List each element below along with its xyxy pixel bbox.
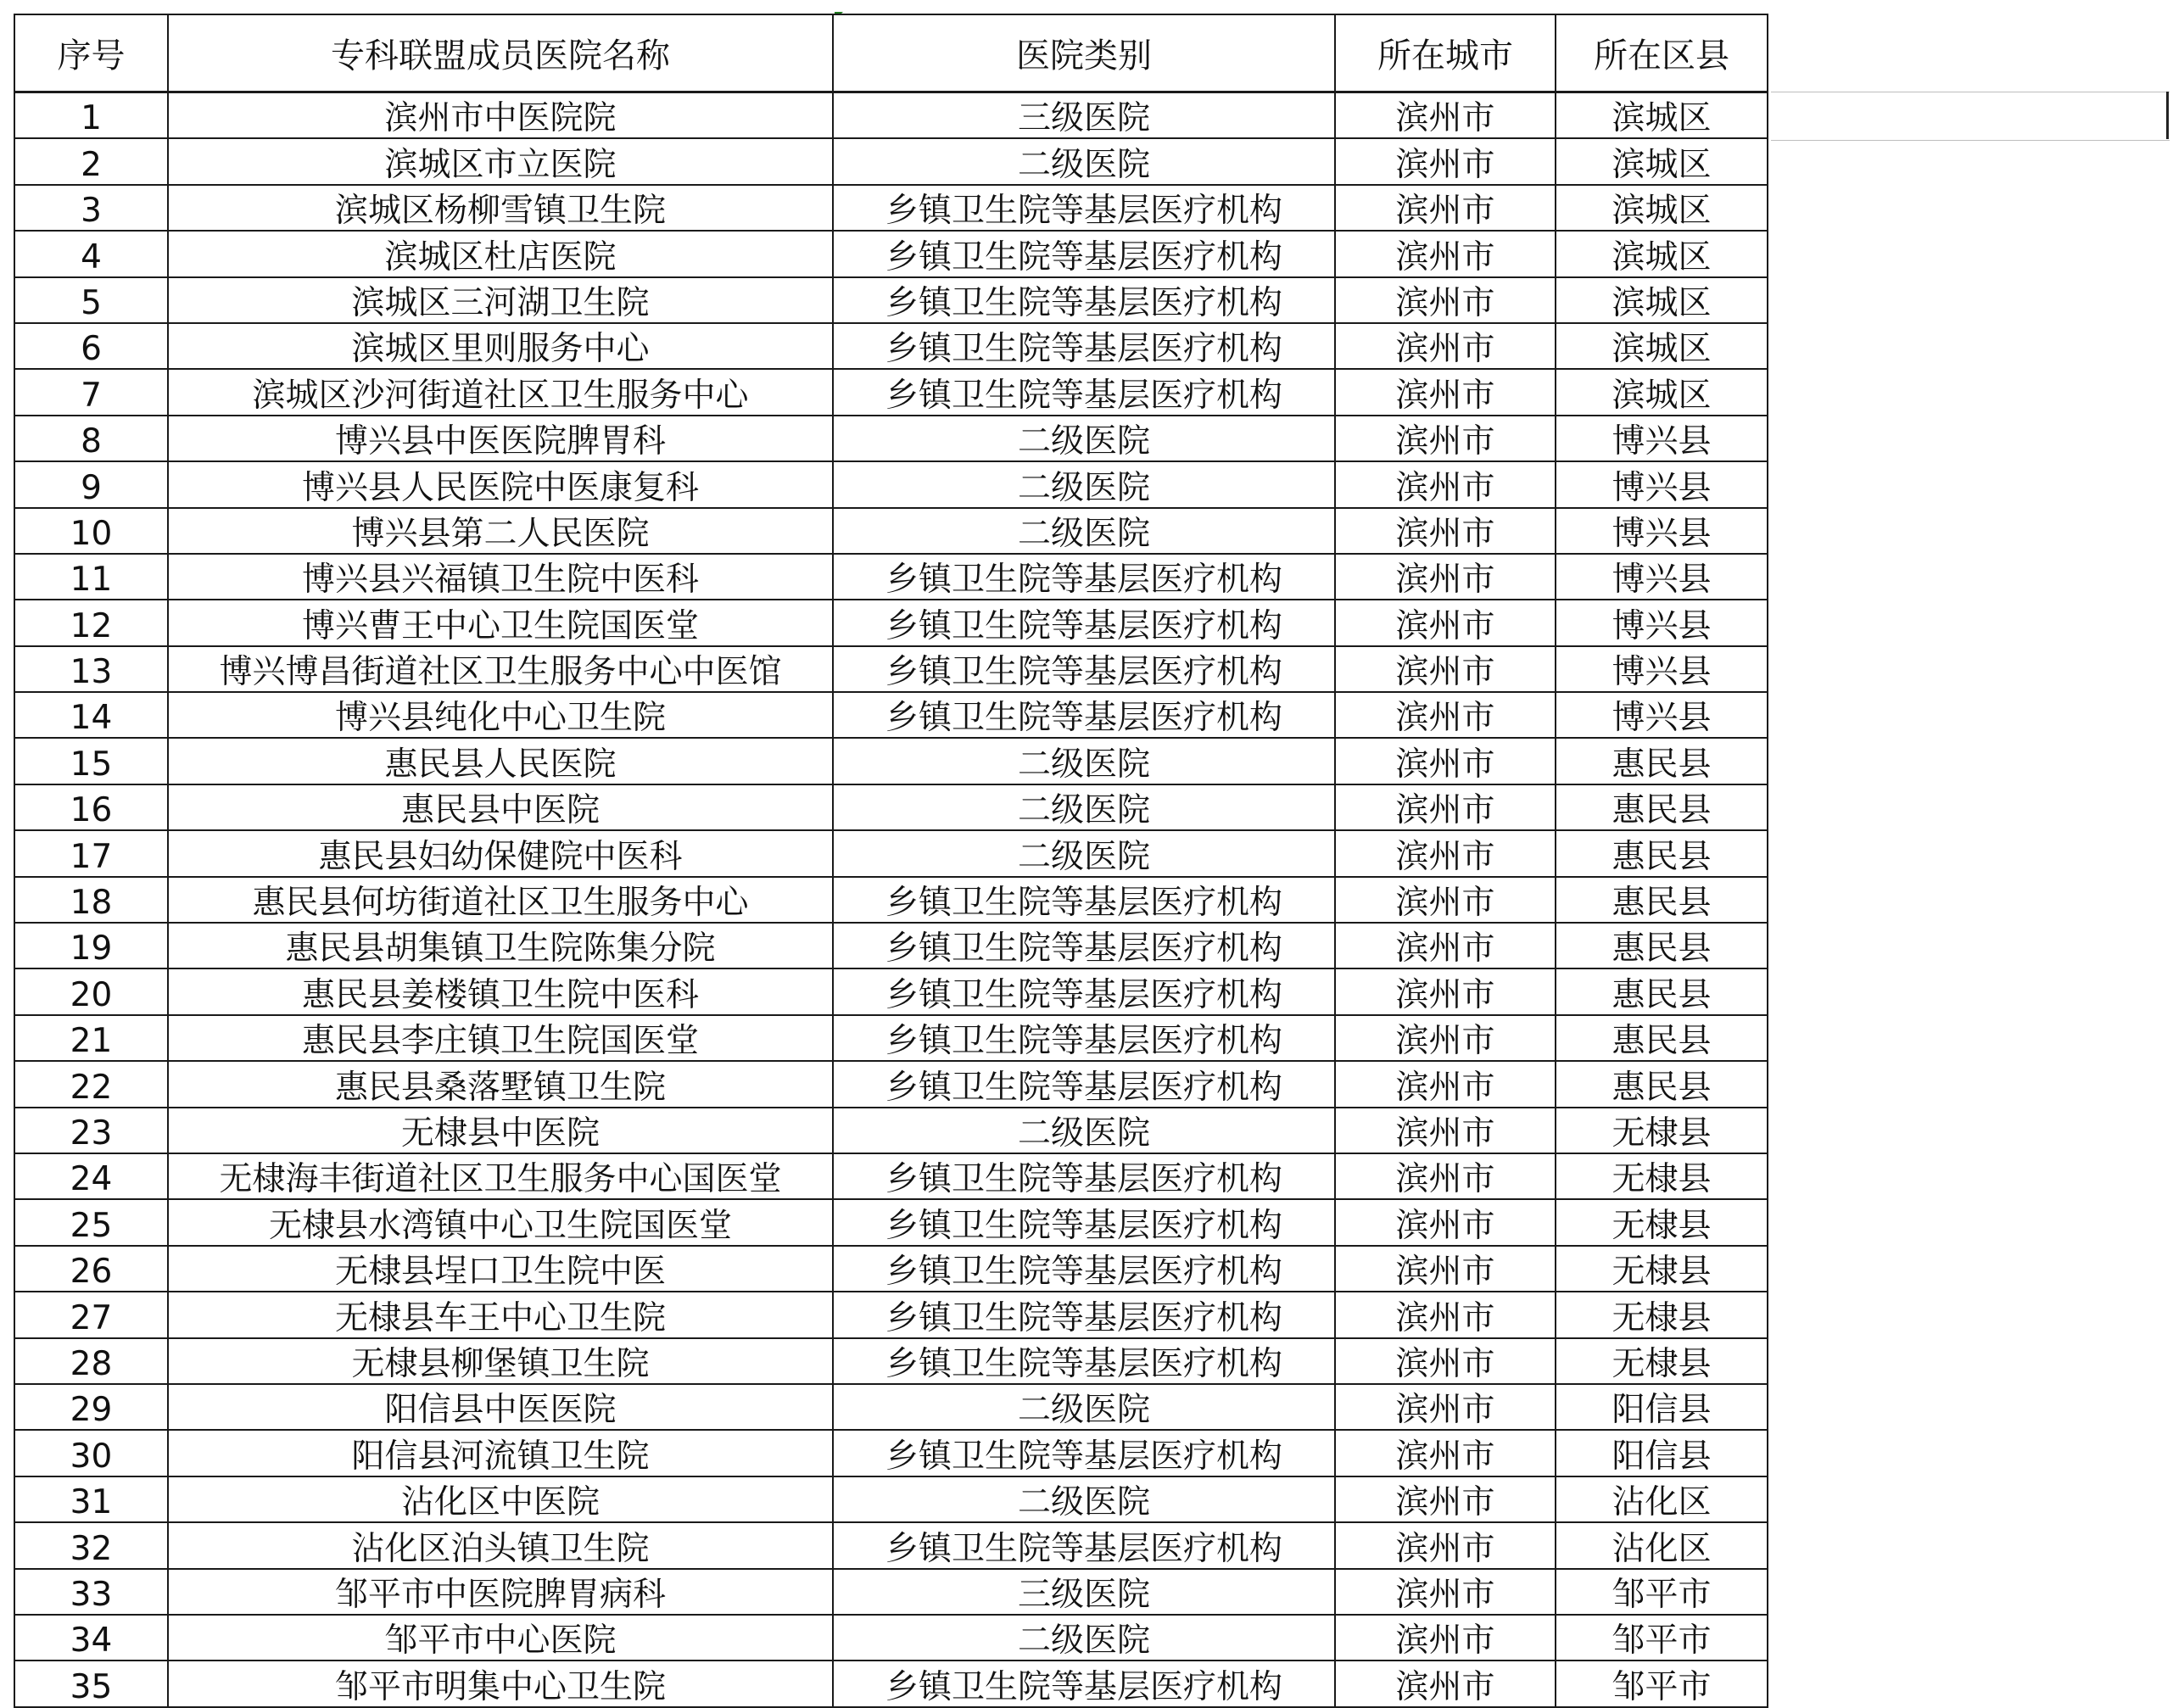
cell-county[interactable]: 沾化区 <box>1556 1522 1768 1568</box>
header-hospital-category[interactable]: 医院类别 <box>833 14 1335 92</box>
cell-hospital-name[interactable]: 阳信县河流镇卫生院 <box>168 1430 833 1476</box>
cell-county[interactable]: 滨城区 <box>1556 231 1768 276</box>
cell-seq[interactable]: 3 <box>14 185 168 231</box>
cell-city[interactable]: 滨州市 <box>1335 1569 1556 1615</box>
cell-county[interactable]: 惠民县 <box>1556 968 1768 1014</box>
cell-county[interactable]: 滨城区 <box>1556 369 1768 415</box>
cell-seq[interactable]: 20 <box>14 968 168 1014</box>
cell-city[interactable]: 滨州市 <box>1335 461 1556 507</box>
cell-hospital-name[interactable]: 无棣县柳堡镇卫生院 <box>168 1338 833 1384</box>
cell-hospital-name[interactable]: 惠民县胡集镇卫生院陈集分院 <box>168 923 833 968</box>
cell-seq[interactable]: 17 <box>14 830 168 876</box>
cell-city[interactable]: 滨州市 <box>1335 968 1556 1014</box>
table-row <box>14 923 1768 968</box>
table-row <box>14 1569 1768 1615</box>
cell-hospital-category[interactable]: 二级医院 <box>833 416 1335 461</box>
cell-seq[interactable]: 7 <box>14 369 168 415</box>
table-row <box>14 369 1768 415</box>
cell-county[interactable]: 博兴县 <box>1556 600 1768 645</box>
cell-hospital-category[interactable]: 乡镇卫生院等基层医疗机构 <box>833 185 1335 231</box>
cell-city[interactable]: 滨州市 <box>1335 277 1556 323</box>
cell-hospital-name[interactable]: 博兴县人民医院中医康复科 <box>168 461 833 507</box>
cell-hospital-name[interactable]: 惠民县何坊街道社区卫生服务中心 <box>168 877 833 923</box>
cell-hospital-name[interactable]: 博兴博昌街道社区卫生服务中心中医馆 <box>168 646 833 692</box>
table-row <box>14 92 1768 139</box>
table-row <box>14 323 1768 369</box>
cell-hospital-name[interactable]: 滨城区市立医院 <box>168 138 833 184</box>
cell-county[interactable]: 惠民县 <box>1556 877 1768 923</box>
cell-hospital-category[interactable]: 乡镇卫生院等基层医疗机构 <box>833 277 1335 323</box>
cell-seq[interactable]: 13 <box>14 646 168 692</box>
table-row <box>14 1476 1768 1522</box>
cell-county[interactable]: 无棣县 <box>1556 1246 1768 1292</box>
cell-hospital-name[interactable]: 博兴曹王中心卫生院国医堂 <box>168 600 833 645</box>
cell-city[interactable]: 滨州市 <box>1335 830 1556 876</box>
cell-seq[interactable]: 2 <box>14 138 168 184</box>
cell-city[interactable]: 滨州市 <box>1335 646 1556 692</box>
cell-seq[interactable]: 25 <box>14 1199 168 1245</box>
cell-city[interactable]: 滨州市 <box>1335 1661 1556 1706</box>
cell-hospital-category[interactable]: 乡镇卫生院等基层医疗机构 <box>833 1338 1335 1384</box>
cell-county[interactable]: 邹平市 <box>1556 1661 1768 1706</box>
cell-seq[interactable]: 12 <box>14 600 168 645</box>
cell-city[interactable]: 滨州市 <box>1335 369 1556 415</box>
header-city[interactable]: 所在城市 <box>1335 14 1556 92</box>
table-row <box>14 185 1768 231</box>
cell-hospital-category[interactable]: 二级医院 <box>833 738 1335 784</box>
cell-seq[interactable]: 4 <box>14 231 168 276</box>
cell-hospital-category[interactable]: 二级医院 <box>833 1108 1335 1153</box>
cell-seq[interactable]: 19 <box>14 923 168 968</box>
table-row <box>14 277 1768 323</box>
cell-hospital-category[interactable]: 乡镇卫生院等基层医疗机构 <box>833 1199 1335 1245</box>
cell-seq[interactable]: 29 <box>14 1384 168 1430</box>
cell-seq[interactable]: 18 <box>14 877 168 923</box>
table-row <box>14 461 1768 507</box>
cell-seq[interactable]: 14 <box>14 692 168 738</box>
cell-hospital-name[interactable]: 滨城区里则服务中心 <box>168 323 833 369</box>
cell-city[interactable]: 滨州市 <box>1335 1199 1556 1245</box>
cell-hospital-category[interactable]: 二级医院 <box>833 461 1335 507</box>
cell-county[interactable]: 阳信县 <box>1556 1430 1768 1476</box>
cell-city[interactable]: 滨州市 <box>1335 1430 1556 1476</box>
cell-hospital-name[interactable]: 无棣县埕口卫生院中医 <box>168 1246 833 1292</box>
cell-seq[interactable]: 9 <box>14 461 168 507</box>
table-row <box>14 1246 1768 1292</box>
spreadsheet <box>14 14 1768 1708</box>
cell-city[interactable]: 滨州市 <box>1335 554 1556 600</box>
cell-county[interactable]: 沾化区 <box>1556 1476 1768 1522</box>
cell-hospital-name[interactable]: 无棣县水湾镇中心卫生院国医堂 <box>168 1199 833 1245</box>
table-row <box>14 231 1768 276</box>
cell-hospital-category[interactable]: 二级医院 <box>833 1384 1335 1430</box>
header-county[interactable]: 所在区县 <box>1556 14 1768 92</box>
cell-city[interactable]: 滨州市 <box>1335 738 1556 784</box>
cell-city[interactable]: 滨州市 <box>1335 784 1556 830</box>
cell-hospital-category[interactable]: 乡镇卫生院等基层医疗机构 <box>833 1153 1335 1199</box>
table-row <box>14 830 1768 876</box>
cell-city[interactable]: 滨州市 <box>1335 323 1556 369</box>
cell-hospital-name[interactable]: 邹平市中医院脾胃病科 <box>168 1569 833 1615</box>
table-row <box>14 1430 1768 1476</box>
cell-hospital-category[interactable]: 三级医院 <box>833 1569 1335 1615</box>
cell-county[interactable]: 博兴县 <box>1556 554 1768 600</box>
cell-county[interactable]: 邹平市 <box>1556 1569 1768 1615</box>
cell-city[interactable]: 滨州市 <box>1335 1615 1556 1661</box>
cell-county[interactable]: 无棣县 <box>1556 1199 1768 1245</box>
cell-seq[interactable]: 30 <box>14 1430 168 1476</box>
cell-city[interactable]: 滨州市 <box>1335 692 1556 738</box>
cell-hospital-category[interactable]: 乡镇卫生院等基层医疗机构 <box>833 923 1335 968</box>
cell-hospital-category[interactable]: 二级医院 <box>833 1615 1335 1661</box>
cell-city[interactable]: 滨州市 <box>1335 1476 1556 1522</box>
cell-city[interactable]: 滨州市 <box>1335 1384 1556 1430</box>
cell-hospital-name[interactable]: 惠民县妇幼保健院中医科 <box>168 830 833 876</box>
cell-hospital-category[interactable]: 乡镇卫生院等基层医疗机构 <box>833 369 1335 415</box>
cell-county[interactable]: 滨城区 <box>1556 323 1768 369</box>
table-row <box>14 784 1768 830</box>
table-body <box>14 92 1768 1707</box>
table-row <box>14 646 1768 692</box>
cell-city[interactable]: 滨州市 <box>1335 1015 1556 1061</box>
cell-hospital-category[interactable]: 乡镇卫生院等基层医疗机构 <box>833 554 1335 600</box>
cell-county[interactable]: 博兴县 <box>1556 646 1768 692</box>
table-row <box>14 1292 1768 1337</box>
cell-hospital-category[interactable]: 乡镇卫生院等基层医疗机构 <box>833 323 1335 369</box>
cell-city[interactable]: 滨州市 <box>1335 1108 1556 1153</box>
cell-hospital-name[interactable]: 沾化区中医院 <box>168 1476 833 1522</box>
cell-hospital-category[interactable]: 乡镇卫生院等基层医疗机构 <box>833 1292 1335 1337</box>
cell-hospital-category[interactable]: 二级医院 <box>833 508 1335 554</box>
cell-county[interactable]: 无棣县 <box>1556 1338 1768 1384</box>
cell-hospital-name[interactable]: 阳信县中医医院 <box>168 1384 833 1430</box>
cell-hospital-category[interactable]: 乡镇卫生院等基层医疗机构 <box>833 1661 1335 1706</box>
cell-hospital-name[interactable]: 惠民县李庄镇卫生院国医堂 <box>168 1015 833 1061</box>
cell-hospital-name[interactable]: 无棣县车王中心卫生院 <box>168 1292 833 1337</box>
table-row <box>14 1108 1768 1153</box>
cell-hospital-name[interactable]: 博兴县中医医院脾胃科 <box>168 416 833 461</box>
cell-seq[interactable]: 10 <box>14 508 168 554</box>
table-row <box>14 416 1768 461</box>
cell-county[interactable]: 滨城区 <box>1556 277 1768 323</box>
cell-hospital-category[interactable]: 二级医院 <box>833 1476 1335 1522</box>
cell-seq[interactable]: 26 <box>14 1246 168 1292</box>
cell-hospital-name[interactable]: 博兴县第二人民医院 <box>168 508 833 554</box>
cell-county[interactable]: 惠民县 <box>1556 830 1768 876</box>
table-row <box>14 554 1768 600</box>
cell-city[interactable]: 滨州市 <box>1335 92 1556 139</box>
cell-hospital-name[interactable]: 滨城区杨柳雪镇卫生院 <box>168 185 833 231</box>
cell-hospital-category[interactable]: 乡镇卫生院等基层医疗机构 <box>833 600 1335 645</box>
cell-seq[interactable]: 15 <box>14 738 168 784</box>
table-row <box>14 508 1768 554</box>
cell-county[interactable]: 博兴县 <box>1556 416 1768 461</box>
cell-hospital-category[interactable]: 乡镇卫生院等基层医疗机构 <box>833 1522 1335 1568</box>
table-row <box>14 138 1768 184</box>
cell-hospital-name[interactable]: 惠民县中医院 <box>168 784 833 830</box>
cell-county[interactable]: 惠民县 <box>1556 784 1768 830</box>
cell-seq[interactable]: 22 <box>14 1061 168 1107</box>
cell-seq[interactable]: 31 <box>14 1476 168 1522</box>
table-row <box>14 600 1768 645</box>
table-row <box>14 1061 1768 1107</box>
cell-hospital-category[interactable]: 二级医院 <box>833 784 1335 830</box>
cell-county[interactable]: 惠民县 <box>1556 1061 1768 1107</box>
cell-city[interactable]: 滨州市 <box>1335 1061 1556 1107</box>
cell-hospital-name[interactable]: 滨州市中医院院 <box>168 92 833 139</box>
cell-hospital-name[interactable]: 滨城区沙河街道社区卫生服务中心 <box>168 369 833 415</box>
cell-city[interactable]: 滨州市 <box>1335 877 1556 923</box>
cell-city[interactable]: 滨州市 <box>1335 1338 1556 1384</box>
cell-seq[interactable]: 21 <box>14 1015 168 1061</box>
table-row <box>14 1384 1768 1430</box>
cell-hospital-category[interactable]: 乡镇卫生院等基层医疗机构 <box>833 231 1335 276</box>
cell-hospital-name[interactable]: 沾化区泊头镇卫生院 <box>168 1522 833 1568</box>
cell-county[interactable]: 阳信县 <box>1556 1384 1768 1430</box>
cell-seq[interactable]: 5 <box>14 277 168 323</box>
cell-seq[interactable]: 8 <box>14 416 168 461</box>
cell-county[interactable]: 无棣县 <box>1556 1292 1768 1337</box>
cell-hospital-category[interactable]: 二级医院 <box>833 138 1335 184</box>
cell-county[interactable]: 滨城区 <box>1556 92 1768 139</box>
cell-seq[interactable]: 35 <box>14 1661 168 1706</box>
table-row <box>14 738 1768 784</box>
cell-hospital-name[interactable]: 邹平市中心医院 <box>168 1615 833 1661</box>
cell-county[interactable]: 惠民县 <box>1556 738 1768 784</box>
cell-seq[interactable]: 33 <box>14 1569 168 1615</box>
cell-hospital-name[interactable]: 博兴县兴福镇卫生院中医科 <box>168 554 833 600</box>
table-row <box>14 692 1768 738</box>
cell-city[interactable]: 滨州市 <box>1335 185 1556 231</box>
cell-hospital-category[interactable]: 乡镇卫生院等基层医疗机构 <box>833 968 1335 1014</box>
header-seq[interactable]: 序号 <box>14 14 168 92</box>
cell-city[interactable]: 滨州市 <box>1335 1153 1556 1199</box>
cell-city[interactable]: 滨州市 <box>1335 416 1556 461</box>
cell-hospital-name[interactable]: 博兴县纯化中心卫生院 <box>168 692 833 738</box>
cell-seq[interactable]: 16 <box>14 784 168 830</box>
cell-hospital-category[interactable]: 乡镇卫生院等基层医疗机构 <box>833 1430 1335 1476</box>
cell-city[interactable]: 滨州市 <box>1335 1292 1556 1337</box>
header-hospital-name[interactable]: 专科联盟成员医院名称 <box>168 14 833 92</box>
cell-hospital-category[interactable]: 乡镇卫生院等基层医疗机构 <box>833 1015 1335 1061</box>
cell-county[interactable]: 博兴县 <box>1556 461 1768 507</box>
cell-county[interactable]: 无棣县 <box>1556 1108 1768 1153</box>
cell-hospital-category[interactable]: 乡镇卫生院等基层医疗机构 <box>833 1246 1335 1292</box>
adjacent-cell-row <box>1771 92 2170 141</box>
cell-city[interactable]: 滨州市 <box>1335 231 1556 276</box>
cell-seq[interactable]: 6 <box>14 323 168 369</box>
cell-county[interactable]: 无棣县 <box>1556 1153 1768 1199</box>
cell-county[interactable]: 惠民县 <box>1556 923 1768 968</box>
cell-city[interactable]: 滨州市 <box>1335 138 1556 184</box>
selection-edge <box>2166 92 2169 139</box>
cell-city[interactable]: 滨州市 <box>1335 1246 1556 1292</box>
member-hospital-table <box>14 14 1768 1708</box>
table-row <box>14 1199 1768 1245</box>
cell-seq[interactable]: 28 <box>14 1338 168 1384</box>
cell-hospital-name[interactable]: 惠民县桑落墅镇卫生院 <box>168 1061 833 1107</box>
cell-hospital-category[interactable]: 乡镇卫生院等基层医疗机构 <box>833 877 1335 923</box>
cell-county[interactable]: 滨城区 <box>1556 138 1768 184</box>
cell-county[interactable]: 博兴县 <box>1556 508 1768 554</box>
cell-county[interactable]: 惠民县 <box>1556 1015 1768 1061</box>
cell-city[interactable]: 滨州市 <box>1335 508 1556 554</box>
cell-city[interactable]: 滨州市 <box>1335 600 1556 645</box>
cell-seq[interactable]: 1 <box>14 92 168 139</box>
table-row <box>14 1338 1768 1384</box>
cell-seq[interactable]: 11 <box>14 554 168 600</box>
cell-hospital-name[interactable]: 惠民县人民医院 <box>168 738 833 784</box>
cell-hospital-category[interactable]: 乡镇卫生院等基层医疗机构 <box>833 692 1335 738</box>
cell-county[interactable]: 邹平市 <box>1556 1615 1768 1661</box>
cell-seq[interactable]: 24 <box>14 1153 168 1199</box>
table-row <box>14 1153 1768 1199</box>
cell-seq[interactable]: 32 <box>14 1522 168 1568</box>
cell-hospital-category[interactable]: 乡镇卫生院等基层医疗机构 <box>833 1061 1335 1107</box>
cell-seq[interactable]: 23 <box>14 1108 168 1153</box>
cell-county[interactable]: 博兴县 <box>1556 692 1768 738</box>
cell-city[interactable]: 滨州市 <box>1335 1522 1556 1568</box>
header-row <box>14 14 1768 92</box>
cell-hospital-name[interactable]: 无棣县中医院 <box>168 1108 833 1153</box>
cell-hospital-name[interactable]: 邹平市明集中心卫生院 <box>168 1661 833 1706</box>
cell-hospital-name[interactable]: 滨城区三河湖卫生院 <box>168 277 833 323</box>
cell-hospital-category[interactable]: 二级医院 <box>833 830 1335 876</box>
cell-hospital-name[interactable]: 滨城区杜店医院 <box>168 231 833 276</box>
table-row <box>14 1015 1768 1061</box>
cell-city[interactable]: 滨州市 <box>1335 923 1556 968</box>
table-row <box>14 1522 1768 1568</box>
cell-hospital-name[interactable]: 惠民县姜楼镇卫生院中医科 <box>168 968 833 1014</box>
table-row <box>14 877 1768 923</box>
table-row <box>14 1661 1768 1706</box>
cell-hospital-name[interactable]: 无棣海丰街道社区卫生服务中心国医堂 <box>168 1153 833 1199</box>
table-row <box>14 1615 1768 1661</box>
cell-hospital-category[interactable]: 乡镇卫生院等基层医疗机构 <box>833 646 1335 692</box>
cell-county[interactable]: 滨城区 <box>1556 185 1768 231</box>
cell-hospital-category[interactable]: 三级医院 <box>833 92 1335 139</box>
table-row <box>14 968 1768 1014</box>
cell-seq[interactable]: 34 <box>14 1615 168 1661</box>
cell-seq[interactable]: 27 <box>14 1292 168 1337</box>
